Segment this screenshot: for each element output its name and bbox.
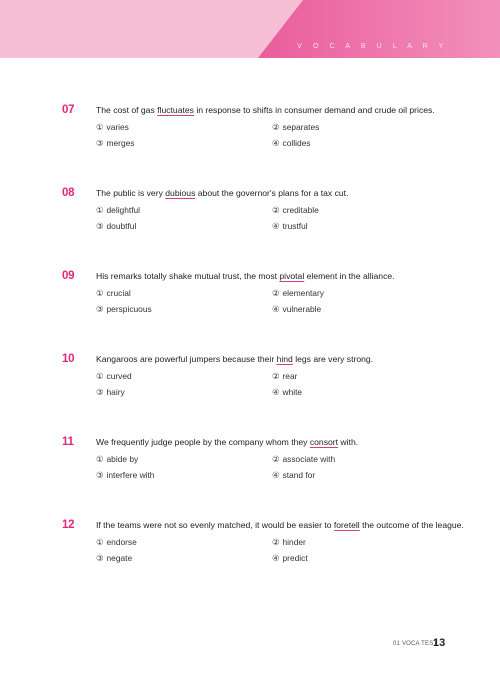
option-2 bbox=[272, 205, 319, 215]
question-text bbox=[96, 271, 395, 281]
question-text-after: element in the alliance. bbox=[304, 271, 395, 281]
option-text: merges bbox=[106, 138, 135, 148]
option-text: collides bbox=[282, 138, 311, 148]
option-3 bbox=[96, 470, 154, 480]
target-word: dubious bbox=[165, 188, 196, 198]
question-text bbox=[96, 437, 358, 447]
question-number: 08 bbox=[62, 187, 75, 199]
target-word: foretell bbox=[333, 520, 360, 530]
option-2 bbox=[272, 537, 306, 547]
option-4 bbox=[272, 138, 310, 148]
option-text: stand for bbox=[282, 470, 316, 480]
question-text-before: The cost of gas bbox=[96, 105, 158, 115]
option-mark: ④ bbox=[272, 470, 280, 480]
question-text-before: His remarks totally shake mutual trust, the most bbox=[96, 271, 280, 281]
question-text bbox=[96, 105, 435, 115]
option-4 bbox=[272, 221, 308, 231]
option-mark: ③ bbox=[96, 138, 104, 148]
option-mark: ④ bbox=[272, 138, 280, 148]
target-word: fluctuates bbox=[157, 105, 194, 115]
page-number: 13 bbox=[433, 637, 446, 649]
option-mark: ② bbox=[272, 122, 280, 132]
option-mark: ④ bbox=[272, 387, 280, 397]
option-1 bbox=[96, 288, 131, 298]
option-text: rear bbox=[282, 371, 298, 381]
option-1 bbox=[96, 371, 132, 381]
option-2 bbox=[272, 371, 297, 381]
question-text bbox=[96, 188, 348, 198]
option-text: varies bbox=[106, 122, 129, 132]
option-3 bbox=[96, 138, 134, 148]
option-mark: ① bbox=[96, 371, 104, 381]
option-mark: ① bbox=[96, 288, 104, 298]
option-1 bbox=[96, 454, 138, 464]
question-text-after: legs are very strong. bbox=[292, 354, 374, 364]
section-label: V O C A B U L A R Y bbox=[297, 43, 448, 50]
question-text-after: about the governor's plans for a tax cut. bbox=[195, 188, 349, 198]
question-number: 11 bbox=[62, 436, 74, 448]
option-4 bbox=[272, 553, 308, 563]
option-mark: ① bbox=[96, 454, 104, 464]
option-4 bbox=[272, 304, 321, 314]
option-text: interfere with bbox=[106, 470, 155, 480]
option-mark: ① bbox=[96, 122, 104, 132]
question-text-before: We frequently judge people by the company whom they bbox=[96, 437, 310, 447]
option-mark: ④ bbox=[272, 553, 280, 563]
option-2 bbox=[272, 122, 319, 132]
question-text-after: with. bbox=[338, 437, 359, 447]
option-text: creditable bbox=[282, 205, 319, 215]
option-text: crucial bbox=[106, 288, 131, 298]
option-4 bbox=[272, 470, 315, 480]
option-1 bbox=[96, 205, 140, 215]
option-2 bbox=[272, 288, 324, 298]
option-mark: ② bbox=[272, 454, 280, 464]
option-mark: ① bbox=[96, 205, 104, 215]
option-mark: ② bbox=[272, 205, 280, 215]
question-number: 12 bbox=[62, 519, 75, 531]
footer-section-label: 01 VOCA TEST bbox=[393, 641, 438, 647]
option-4 bbox=[272, 387, 302, 397]
option-mark: ③ bbox=[96, 221, 104, 231]
question-text-before: If the teams were not so evenly matched, it would be easier to bbox=[96, 520, 334, 530]
option-1 bbox=[96, 122, 129, 132]
option-text: separates bbox=[282, 122, 320, 132]
option-text: delightful bbox=[106, 205, 141, 215]
question-text-after: in response to shifts in consumer demand and crude oil prices. bbox=[193, 105, 435, 115]
option-text: associate with bbox=[282, 454, 336, 464]
option-text: hinder bbox=[282, 537, 306, 547]
option-text: predict bbox=[282, 553, 308, 563]
option-1 bbox=[96, 537, 137, 547]
option-mark: ① bbox=[96, 537, 104, 547]
option-text: vulnerable bbox=[282, 304, 322, 314]
option-mark: ② bbox=[272, 288, 280, 298]
option-text: white bbox=[282, 387, 303, 397]
question-number: 09 bbox=[62, 270, 75, 282]
option-text: hairy bbox=[106, 387, 125, 397]
target-word: hind bbox=[276, 354, 293, 364]
question-text-before: The public is very bbox=[96, 188, 166, 198]
option-text: curved bbox=[106, 371, 132, 381]
question-text bbox=[96, 520, 464, 530]
option-text: negate bbox=[106, 553, 133, 563]
option-text: endorse bbox=[106, 537, 137, 547]
option-mark: ④ bbox=[272, 304, 280, 314]
option-mark: ③ bbox=[96, 304, 104, 314]
option-text: doubtful bbox=[106, 221, 137, 231]
target-word: consort bbox=[309, 437, 339, 447]
question-number: 10 bbox=[62, 353, 75, 365]
target-word: pivotal bbox=[279, 271, 305, 281]
option-3 bbox=[96, 387, 125, 397]
option-text: perspicuous bbox=[106, 304, 152, 314]
question-text-after: the outcome of the league. bbox=[359, 520, 464, 530]
option-text: elementary bbox=[282, 288, 324, 298]
option-mark: ③ bbox=[96, 387, 104, 397]
question-text-before: Kangaroos are powerful jumpers because their bbox=[96, 354, 277, 364]
option-mark: ③ bbox=[96, 470, 104, 480]
option-3 bbox=[96, 553, 132, 563]
option-mark: ② bbox=[272, 371, 280, 381]
option-3 bbox=[96, 221, 136, 231]
option-text: abide by bbox=[106, 454, 139, 464]
option-mark: ③ bbox=[96, 553, 104, 563]
option-2 bbox=[272, 454, 335, 464]
option-mark: ② bbox=[272, 537, 280, 547]
option-text: trustful bbox=[282, 221, 308, 231]
option-3 bbox=[96, 304, 152, 314]
option-mark: ④ bbox=[272, 221, 280, 231]
question-number: 07 bbox=[62, 104, 75, 116]
question-text bbox=[96, 354, 373, 364]
